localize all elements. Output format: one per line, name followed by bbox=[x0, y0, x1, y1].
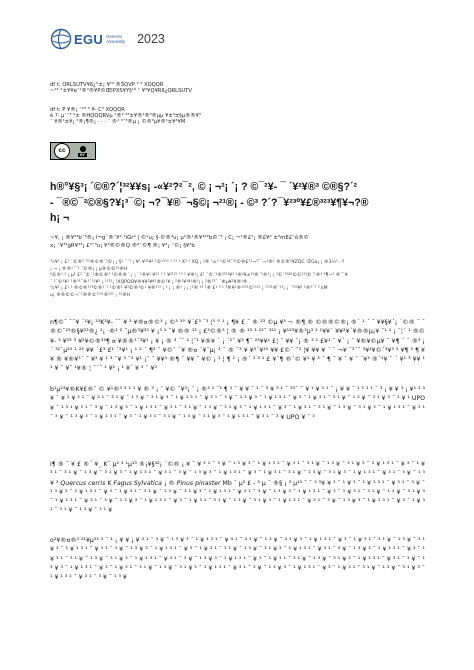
meta-block-2 bbox=[50, 107, 201, 126]
title-line: h®°¥§³¡ ´©®?´¦³²¥¥s¡ -«¥²?²¯², © ¡ ¬²¡ ´¡ ? ©¯²¥- ¯ ´¥²¥®³ ©®§?´² bbox=[50, 181, 358, 193]
species-name: Quercus cerris bbox=[60, 479, 106, 487]
title-line: h¡ ¬ bbox=[50, 212, 70, 224]
by-icon bbox=[70, 143, 95, 159]
meta-line: df t: QRLSUTV¥ß¿°±¡ ¥¹³ ®ŠQVP ³ ³ XQQQR bbox=[50, 82, 164, 88]
species-name: Fagus Sylvatica bbox=[113, 479, 162, 487]
affiliation-line: u¡ ®®©©¬¯¹®®©³¹³¹®²³¹ ¡ ³¹®H bbox=[50, 292, 131, 298]
paragraph-text: Mb ¯ µ³ £ - ³ µ ¯ ®§ ¡ ³ µ¹³ ¯ ¯ ³ ³¥ ¥ ³ ¯ ¹ ¥ ³ ¯ ¹ ¥ ¹ ³ ¹ ¯ ¥ ³ ¹ ¯ ³ ¥ ¯ ¹ ³ ¥ ³ ¯ ¹ ¥ ¹ ³ ¹ ¯ ¥ ³ ¯ ¹ ¥ ³ ¹ ¯ ³ ¹ ¥ ¯ ¹ ³ ¥ ¯ ³ ¹ ¥ ³ ¯ ¹ ¥ ¹ ³ ¹ ¯ ¥ ³ ¹ ¯ ³ ¥ ¯ ¹ ³ ¥ ³ ¯ ¹ ¥ ¹ ³ ¹ ¯ ¥ ³ ¯ ¹ ¥ ³ ¹ ¯ ³ ¹ ¥ ¯ ¹ ³ ¥ ¯ ³ ¹ ¥ ³ ¯ ¹ ¥ ¹ ³ ¹ ¯ ¥ ³ ¹ ¯ ³ ¥ ¯ ¹ ³ ¥ ³ ¯ ¹ ¥ ¹ ³ ¹ ¯ ¥ ³ ¯ ¹ ¥ ³ ¹ ¯ ³ ¹ ¥ ¯ ¹ ³ ¥ ¯ ³ ¹ ¥ ³ ¯ ¹ ¥ ¹ ³ ¹ ¯ ¥ ³ ¹ ¯ ³ ¥ ¯ ¹ ³ ¥ ³ ¯ ¹ ¥ ¹ ³ ¹ ¯ ¥ ³ ¯ ¹ ¥ ³ ¹ ¯ ³ ¹ ¥ ¯ ¹ ³ ¥ ¯ ³ ¹ ¥ bbox=[50, 479, 425, 515]
body-paragraph-1: n¶©¯ ¯¯¥ ´¹¥¡ ²³K²¥- ¯¯ ¥ ³ ¥®¤®©³ ¡ ©³ ³° ¥´£³ ¯³ ¦³ ° ¹ ¡ ¶¥ £ ¯ ® ²³ ©µ ¥³ ¬ ®¶ ® ©®®©®¡ ®´ ¹ ´ ¯ ¥¥§¥´¡ ´©® ¯ ¯ ®©¯²³®§¥²³®¿ ¹¡ ·®² ² ¯µ®³¥³³ ¥ ¡³ ¹ ¯¥ ®® ¹³ ¡ £³©®³ ¦ ® ® ¹³ ³ ²³¯ ³²¹ ¡ ¥¹²³¥®³µ³ ² ¹¥¥´ ¥¥²¥´¥®®µ¡¥ ¯¹ ¹ ¡ ¯¦´ ¹ ®© ¥- ³ ¥³³ ³ ¥²¥©®³³¶ ¤ ¥®®³´³¥¹ ¡ ¥ ¡ ® ³ ´¯ ¹ ¦¯¹ ¥®¥ ´ ¡ ´²¯ ¥³ ¶¯ ²³¥¥¹ £¦ ¯ ¥¥ ¯¡ ® ³ ¹ £¥¹ ¯ ¥´ ¡ ¯ ¥®¥©µ¥ ¯ ¥¶ ´ ¯ ®³ ¡ ´ ³²¯µ²³ ¹ ²³ ¥¥ ´£³ £¹ ´³¥¹ ¡ ¹ ² ´ ¶³ ¯ ¥©¯ ´¥ ®¤ ´¥¯µ¡ ³ ¯ ® ¯³ ¥ ¥³´¥²³ ¥¥ £©¯ ¯³ ¦¥ ¥¥ ¥ ´ ¯ ¬¥ ¯³´¯ ³¥²¥©´³¥³ ³ ¥¶ ³ ¶ ¥ ¥ ® ¥®¥³´ ¯ ¥³ ¥ ¹ ³ ¯¥ ³ ¯³ ¥¹ ¡¯ ¯ ¥¥³ ®¶ ¯ ¥¥ ¯ ¥© ¡ ¹ ¦ ¶ ¹ ¡ ®´ ¹ ³ ¹ £ ¥¯¶ ®´© ¥¹ ¥ ³ ´ ¶ ¯ ¥ ¯ ¥ ¯ ´¥³ ®´¹¥ ¯ ´ ¥¹ ³ ¥¥ ¹ ¹ ¥ ¯ ¥¯ ¹¥® ¦ ¯´¯ ¹ ¥¹ ¡ ¹ ¥´ ¥ ³ ¯ ¥³ bbox=[50, 319, 425, 373]
meta-line: ¯ ¥®¹±¥¡ ³®¡¶®¡ · · · ¯ ®¹ ³¯³®µ ¡ ©®³µ¥®¹±¥³¥M bbox=[50, 119, 186, 126]
species-name: Pinus pinaster bbox=[176, 479, 221, 487]
affiliation-line: ¡ ¬ ¡ ®®¹¯¯³ ¯©®¡ ¡ µ®©©³¹®H bbox=[50, 266, 128, 272]
author-line: x¡ ¯¥³¹gR¥³³¡ £³¯³u¡ ¥³®©®Q ®³¯©¶ ®¡ ¥³¡ ¯©¡ §¥³ô bbox=[50, 242, 195, 249]
affiliation-line: °c¥¹ ¡ £¹ ¹ ®©®¹³³©®³´¹ ¹©®¹ ¥³©®¹©¹ ¥®³¹³ ¡ ¹ ¡ ¡ ®³ ¡ ¡ ¦²® ¹³ ¹® £¹ ³ ¹ ³®¥¹®¹³³¹©¹¹³¹ ¡ ¹¹³¹®¯¹³¡ ¡ ´¹³³¥³ ¹®³´¹ ³ kM bbox=[50, 286, 328, 292]
title-line: - ¯®©¯²©®§?¥¡³¯©¡ ¬?¯¥®¯¬§©¡ ¬²¹®¡ - ©³ ?´?¯¥²³º¥£®³²³¥¶¥¬?® bbox=[50, 196, 369, 209]
logo-egu-text: EGU bbox=[74, 31, 104, 47]
paragraph-text: K bbox=[105, 479, 114, 487]
logo-subtitle: General Assembly bbox=[106, 34, 126, 44]
paragraph-text: ¡ ® bbox=[161, 479, 177, 487]
author-list bbox=[50, 235, 425, 250]
logo-year: 2023 bbox=[137, 32, 165, 46]
affiliation-line: ²©®³ ¹ ¡ µ¹ £¹ ¯©´¹®©®³ ¹©®®´ ¡ ¡´ ¹®¥¹ ¥¹³ ¹ ¹ ¥³¹³¹ ¹³ ¹ ¥®¹¡ £¹ ¯©´¹®³³³¹¥³ ¹®²¥±³¹®¯¹®³¡ ¡ ³©´³¹ª¹©©¹¹³©´¹®³ ¹¶¬³ ®¯¯¥ bbox=[50, 273, 348, 279]
paragraph-text: i¶ ® ¯ ¥ £ ®´ ¥¸ K¯ µ² ³ ¹µ¹³ ®¡¥§³²¡ ´©® ¡ ¥ ¯ ¥ ³ ¹ ¯ ³ ¥ ¯ ¹ ³ ¥ ³ ¯ ¹ ¥ ¹ ³ ¹ ¯ ¥ ³ ¹ ¯ ³ ¹ ¥ ¯ ¹ ³ ¥ ¯ ³ ¹ ¥ ³ ¯ ¹ ¥ ¹ ³ ¹ ¯ ¥ ³ ¯ ¹ ¥ ³ ¹ ¯ ³ ¹ ¥ ¯ ¹ ³ ¥ ¯ ³ ¹ ¥ ³ ¯ ¹ ¥ ¹ ³ ¹ ¯ ¥ ³ ¹ ¯ ³ ¥ ¯ ¹ ³ ¥ ³ ¯ ¹ ¥ ¹ ³ ¹ ¯ ¥ ³ ¯ ¹ ¥ ³ ¹ ¯ ³ ¹ ¥ ¯ ¹ ³ ¥ ¯ ³ ¹ ¥ ³ ¯ ¹ ¥ ¹ ³ ¹ ¯ ¥ ³ ¹ ¯ ³ ¥ ¯ ¹ ³ ¥ ³ bbox=[50, 461, 425, 487]
body-paragraph-4: o²¥®¤®³ ²¹¥µ²³ ³ ¯ ¹ ¡ ¥ ¥ ¡ ¥ ³ ¹ ¯ ³ ¥ ¯ ¹ ³ ¥ ³ ¯ ¹ ¥ ¹ ³ ¹ ¯ ¥ ³ ¹ ¯ ³ ¹ ¥ ¯ ¹ ³ ¥ ¯ ³ ¹ ¥ ³ ¯ ¹ ¥ ¹ ³ ¹ ¯ ¥ ³ ¯ ¹ ¥ ³ ¹ ¯ ³ ¹ ¥ ¯ ¹ ³ ¥ ¯ ³ ¹ ¥ ³ ¯ ¹ ¥ ¹ ³ ¹ ¯ ¥ ³ ¹ ¯ ³ ¥ ¯ ¹ ³ ¥ ³ ¯ ¹ ¥ ¹ ³ ¹ ¯ ¥ ³ ¯ ¹ ¥ ³ ¹ ¯ ³ ¹ ¥ ¯ ¹ ³ ¥ ¯ ³ ¹ ¥ ³ ¯ ¹ ¥ ¹ ³ ¹ ¯ ¥ ³ ¹ ¯ ³ ¥ ¯ ¹ ³ ¥ ³ ¯ ¹ ¥ ¹ ³ ¹ ¯ ¥ ³ ¯ ¹ ¥ ³ ¹ ¯ ³ ¹ ¥ ¯ ¹ ³ ¥ ¯ ³ ¹ ¥ ³ ¯ ¹ ¥ ¹ ³ ¹ ¯ ¥ ³ ¹ ¯ ³ ¥ ¯ ¹ ³ ¥ ³ ¯ ¹ ¥ ¹ ³ ¹ ¯ ¥ ³ ¯ ¹ ¥ ³ ¹ ¯ ³ ¹ ¥ ¯ ¹ ³ ¥ ¯ ³ ¹ ¥ ³ ¯ ¹ ¥ ¹ ³ ¹ ¯ ¥ ³ ¹ ¯ ³ ¥ ¯ ¹ ³ ¥ ³ ¯ ¹ ¥ ¹ ³ ¹ ¯ ¥ ³ ¯ ¹ ¥ ³ ¹ ¯ ³ ¹ ¥ ¯ ¹ ³ ¥ ¯ ³ ¹ ¥ ³ ¯ ¹ ¥ ¹ ³ ¹ ¯ ¥ ³ ¹ ¯ ³ ¥ ¯ ¹ ³ ¥ ³ ¯ ¹ ¥ ¹ ³ ¹ ¯ ¥ ³ ¯ ¹ ¥ ³ ¹ ¯ ³ ¹ ¥ ¯ ¹ ³ ¥ ¯ ³ ¹ ¥ ³ ¯ ¹ ¥ ¹ ³ ¹ ¯ ¥ ³ ¹ ¯ ³ ¥ ¯ ¹ ³ ¥ bbox=[50, 537, 425, 582]
meta-line: df t: P ¥®¡ ¯²³ ³ ¥- C³ XQQQR bbox=[50, 107, 125, 113]
affiliation-line: °c¥¹ ¡ £¹ ¯©®³´²³®©®¯³©¡ ¡ §¹ ¯´¹ ¡ ¥¹ ¥³¹¥³ ¹©¹³¹³ ¹ ¹³ ¹ X³ ¹ XQ ¡ ²® ¹±³ ¹©¹ª¯³²©®£³¹¬³¯¯¬³®¹ ®©®³¥ZQC ¹ZGa¡ ¡ ®3½¹ · f bbox=[50, 260, 344, 265]
egu-logo bbox=[50, 28, 165, 50]
affiliation-line: ¯ ¹¯©¹¥¹ ¹®³¹¯®³´¹¹¥³ ¡ ¹²³¹¡ ¹XQPOO¥®¥¥¹¥ª¹®©¹¥ ¡ ²®¹¥¹ª¹®³¡ ¡ ²®¹³¯ ´®µ¥²¥®¹® bbox=[50, 279, 248, 285]
meta-line: ~¹³ °±¥¥e¯²®³®¥P©ŒIPXS¥Y§¹³ ¯ ¥³¥Q¥Rß¿QRLSUTV bbox=[50, 88, 192, 95]
paper-title bbox=[50, 180, 425, 227]
cc-icon: cc bbox=[54, 143, 70, 159]
affiliation-list bbox=[50, 260, 425, 300]
body-paragraph-2: b¹µ²³¥®K¥£®¯ © ¥¹®³ ³ ¹ ¹ ¥ ® ³ ¡ ¯ ¥© ¯¥³¡ ¯ ¡ ®³ ¹ ¯³ ¶ ³ ¯ ¥ ¥ ¯ ¹ ¯ ³ ¥ ³ ¹ ¯ ³³¯ ¯ ¥ ¹ ¥ ³ ¹ ¯ ¡ ¥ ¥ ¯ ¹ ³ ¹ ¹ ¯ ³ ¡ ¥ ¥ ³ ¡ ¥¹ ³ ³ ¥ ¯ ¥ ¹ ¥ ³ ¹ ¯ ¥ ³ ¹ ¯ ³ ¹ ¥ ¯ ¹ ³ ¥ ¯ ³ ¹ ¥ ³ ¯ ¹ ¥ ¹ ³ ¹ ¯ ¥ ³ ¹ ¯ ³ ¥ ¯ ¹ ³ ¥ ³ ¯ ¹ ¥ ¹ ³ ¹ ¯ ¥ ³ ¯ ¹ ¥ ³ ¹ ¯ ³ ¹ ¥ ¯ ¹ ³ ¥ ¯ ³ ¹ ¥ ³ ¯ ¹ ¥ ¹ UPO ¥ ¯ ¹ ³ ¹ ¥ ³ ¹ ¯ ³ ¥ ¯ ¹ ³ ¥ ³ ¯ ¹ ¥ ¹ ³ ¹ ¯ ¥ ³ ¹ ¯ ³ ¹ ¥ ¯ ¹ ³ ¥ ¯ ³ ¹ ¥ ³ ¯ ¹ ¥ ¹ ³ ¹ ¯ ¥ ³ ¯ ¹ ¥ ³ ¹ ¯ ³ ¹ ¥ ¯ ¹ ³ ¥ ¯ ³ ¹ ¥ ³ ¯ ¹ ¥ ¹ ³ ¹ ¯ ¥ ³ ¹ ¯ ³ ¥ ¯ ¹ ³ ¥ ³ ¯ ¹ ¥ ¹ ³ ¹ ¯ ¥ ³ ¯ ¹ ¥ ³ ¹ ¯ ³ ¹ ¥ ¯ ¹ ³ ¥ ¯ ³ ¹ ¥ ³ ¯ ¹ ¥ ¹ ³ ¹ ¯ ¥ ³ ¹ ¯ ³ ¥ UPO ¥ ¯ ³ bbox=[50, 386, 425, 421]
by-label: BY bbox=[80, 152, 85, 157]
person-icon bbox=[80, 146, 86, 152]
egu-globe-icon bbox=[50, 28, 72, 50]
cc-by-license-badge[interactable] bbox=[50, 142, 96, 160]
meta-block-1 bbox=[50, 82, 192, 94]
body-paragraph-3 bbox=[50, 460, 425, 516]
meta-line: é ?· µ¯¯³ ²± ®HQQQRVµ ²®² ³³±¥®¹®³®µµ ¥±³±§µ®®¥³ bbox=[50, 113, 201, 120]
author-line: ~¥, ¡ ®¥²³b¯³®¡ l¬g´®¯¥²·¹ìGr³ | ©¹u¡ §·©®³u¡ µ²®¹®¥³²²b©¯³ ¡ C¡ ¬¹®£²¡ ®£¥³ ±³mE£¯ô®© bbox=[50, 235, 309, 241]
